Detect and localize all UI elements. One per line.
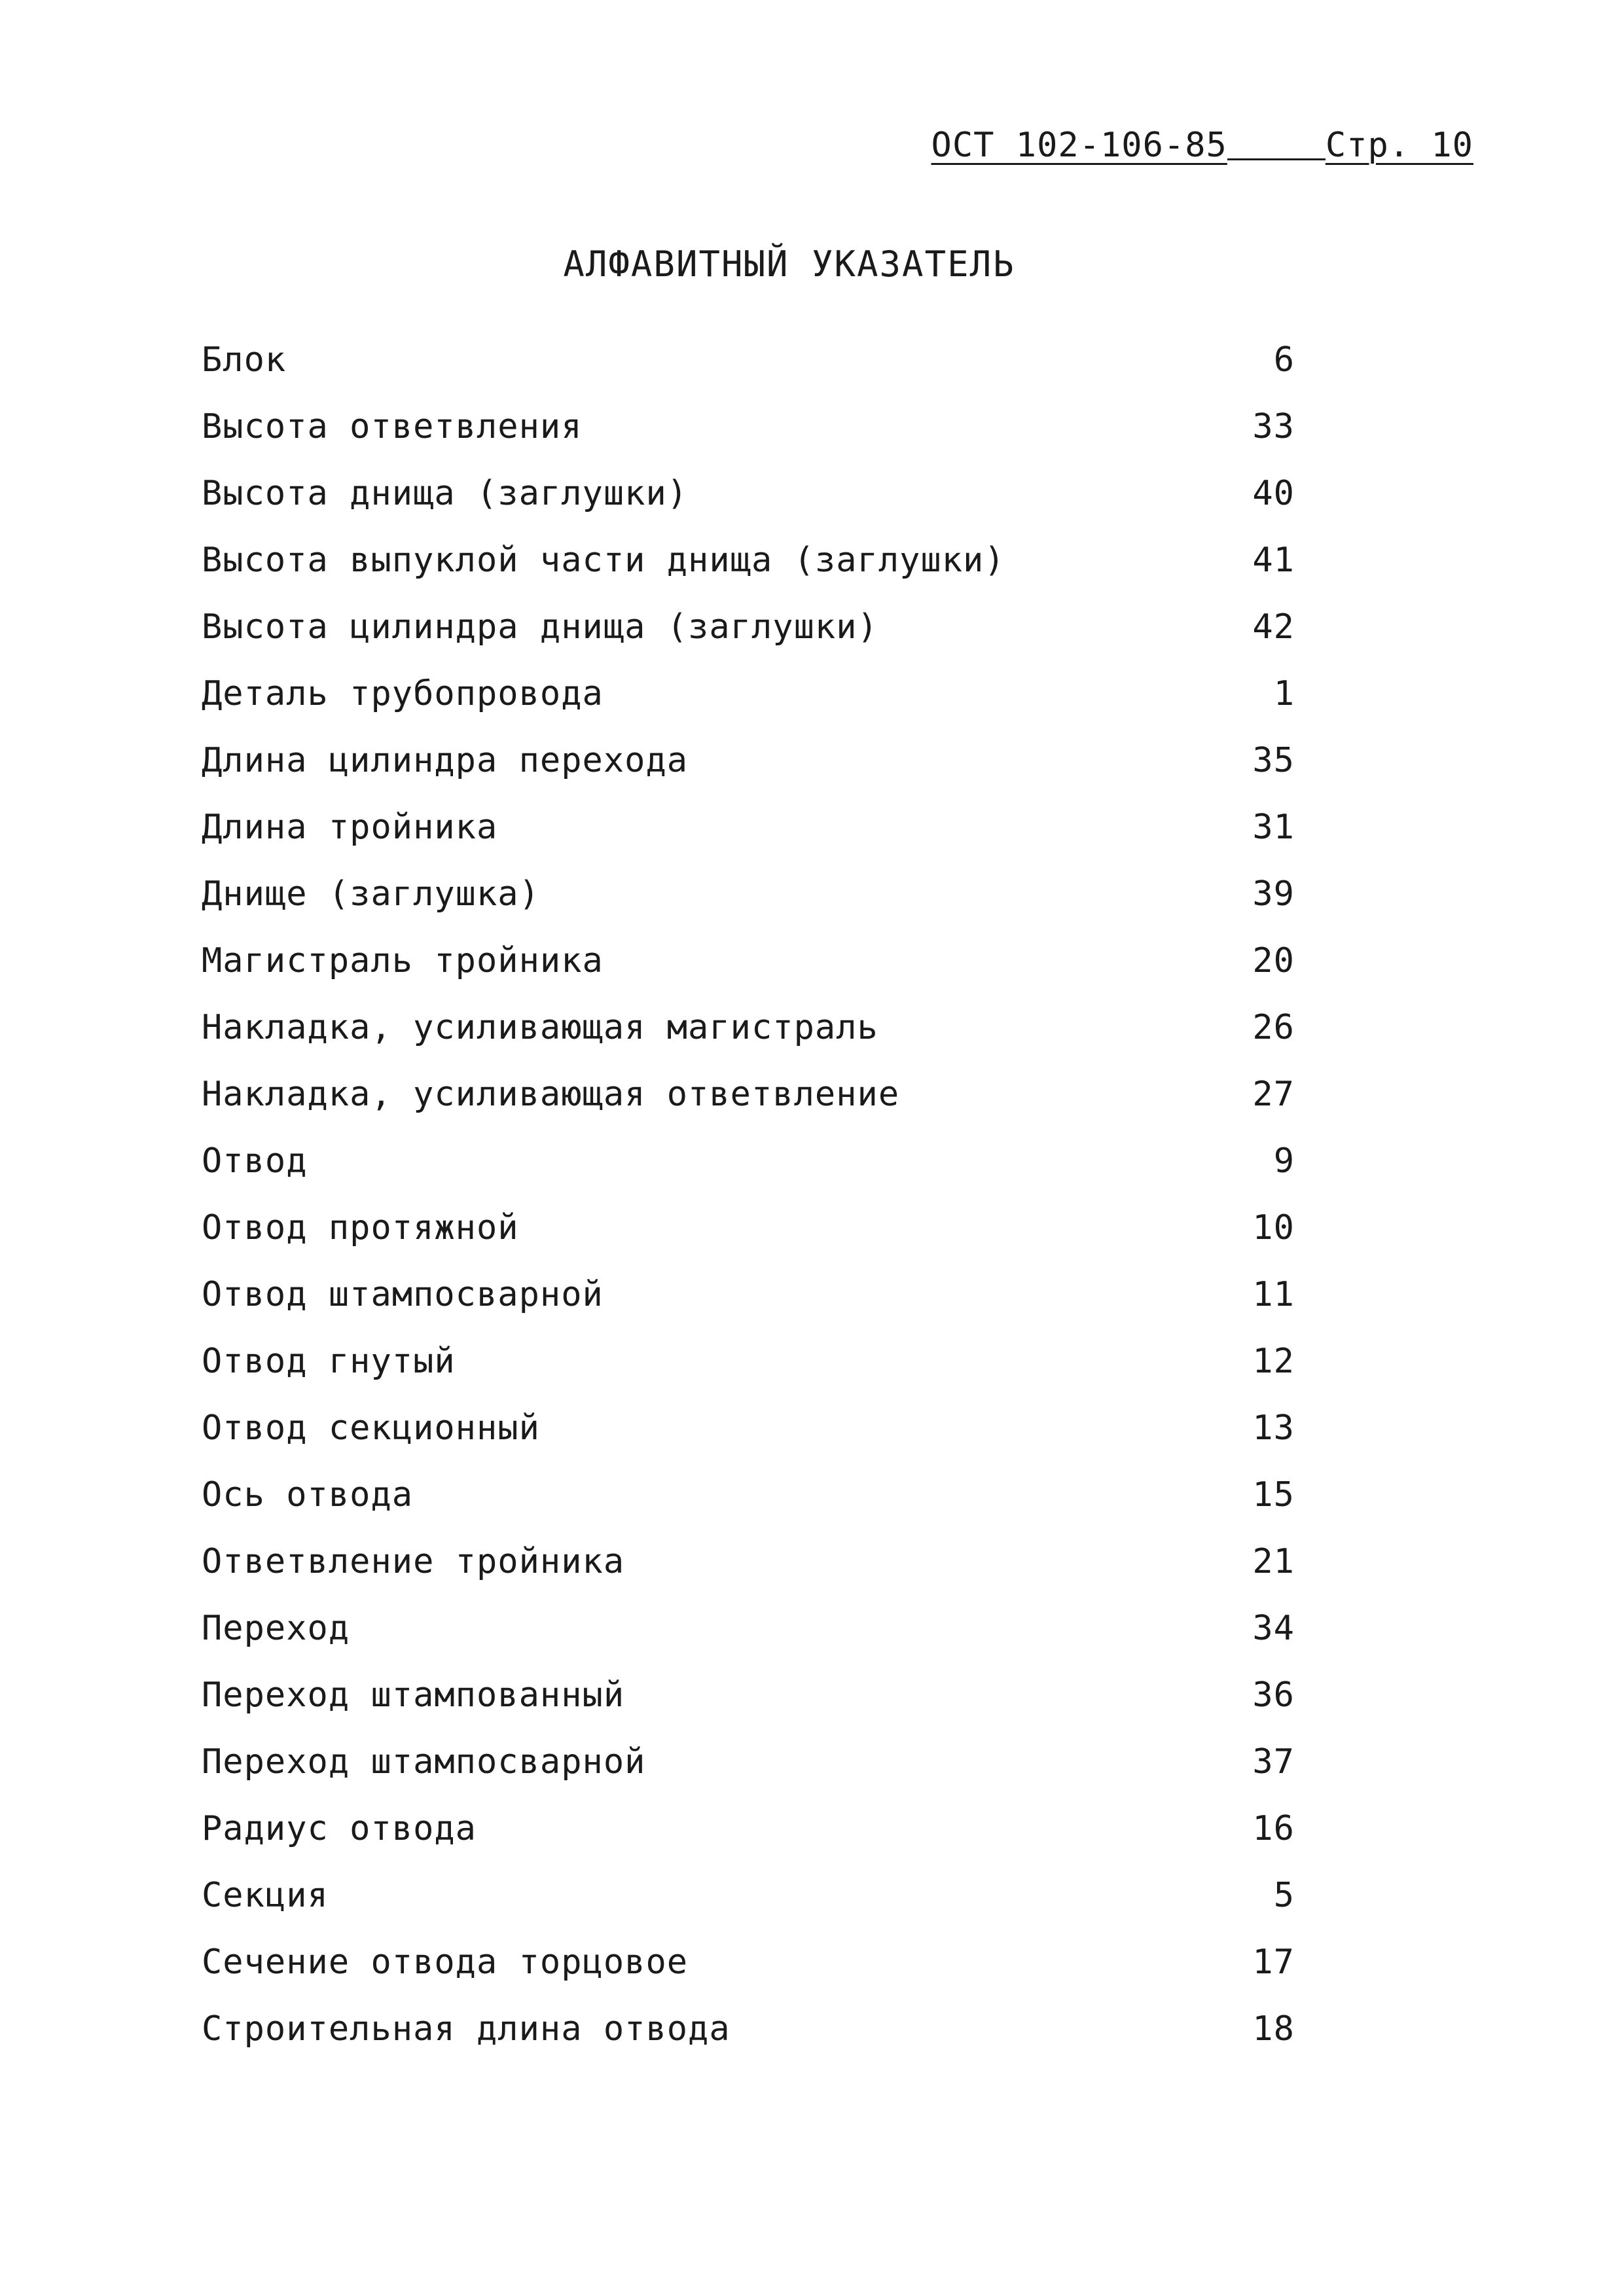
index-page-number: 36	[1252, 1676, 1295, 1715]
index-term: Высота цилиндра днища (заглушки)	[202, 607, 878, 647]
index-page-number: 15	[1252, 1475, 1295, 1515]
index-page-number: 34	[1252, 1609, 1295, 1648]
index-page-number: 10	[1252, 1208, 1295, 1247]
index-term: Переход штампосварной	[202, 1742, 646, 1782]
index-entry	[202, 474, 1295, 541]
index-term: Ответвление тройника	[202, 1542, 625, 1581]
index-page-number: 31	[1252, 808, 1295, 847]
index-page-number: 37	[1252, 1742, 1295, 1782]
index-page-number: 35	[1252, 741, 1295, 780]
index-page-number: 40	[1252, 474, 1295, 513]
page-number: Стр. 10	[1325, 126, 1473, 165]
alphabetical-index	[202, 340, 1295, 2076]
index-entry	[202, 874, 1295, 941]
index-term: Накладка, усиливающая магистраль	[202, 1008, 878, 1047]
index-page-number: 18	[1252, 2009, 1295, 2049]
index-page-number: 5	[1273, 1876, 1295, 1915]
page-header	[931, 126, 1473, 165]
index-entry	[202, 1275, 1295, 1342]
index-term: Отвод гнутый	[202, 1342, 456, 1381]
index-page-number: 17	[1252, 1943, 1295, 1982]
index-term: Блок	[202, 340, 287, 380]
index-term: Деталь трубопровода	[202, 674, 604, 713]
index-term: Высота днища (заглушки)	[202, 474, 689, 513]
index-term: Накладка, усиливающая ответвление	[202, 1075, 900, 1114]
index-entry	[202, 1742, 1295, 1809]
index-term: Отвод	[202, 1141, 308, 1181]
index-entry	[202, 808, 1295, 874]
index-page-number: 21	[1252, 1542, 1295, 1581]
index-term: Строительная длина отвода	[202, 2009, 731, 2049]
index-entry	[202, 741, 1295, 808]
index-entry	[202, 1676, 1295, 1742]
index-term: Длина тройника	[202, 808, 498, 847]
index-term: Сечение отвода торцовое	[202, 1943, 689, 1982]
index-term: Ось отвода	[202, 1475, 414, 1515]
index-term: Отвод протяжной	[202, 1208, 519, 1247]
index-entry	[202, 2009, 1295, 2076]
index-page-number: 13	[1252, 1408, 1295, 1448]
index-page-number: 20	[1252, 941, 1295, 980]
index-entry	[202, 340, 1295, 407]
index-term: Отвод секционный	[202, 1408, 540, 1448]
index-page-number: 33	[1252, 407, 1295, 446]
index-term: Длина цилиндра перехода	[202, 741, 689, 780]
index-term: Радиус отвода	[202, 1809, 477, 1848]
index-page-number: 12	[1252, 1342, 1295, 1381]
index-term: Магистраль тройника	[202, 941, 604, 980]
index-page-number: 1	[1273, 674, 1295, 713]
index-page-number: 9	[1273, 1141, 1295, 1181]
index-entry	[202, 674, 1295, 741]
index-page-number: 41	[1252, 541, 1295, 580]
index-entry	[202, 1008, 1295, 1075]
index-entry	[202, 1342, 1295, 1408]
page-title: АЛФАВИТНЫЙ УКАЗАТЕЛЬ	[563, 243, 1015, 285]
index-term: Отвод штампосварной	[202, 1275, 604, 1314]
index-entry	[202, 541, 1295, 607]
index-page-number: 42	[1252, 607, 1295, 647]
header-underline-gap	[1227, 126, 1326, 160]
index-page-number: 39	[1252, 874, 1295, 914]
index-entry	[202, 1141, 1295, 1208]
index-entry	[202, 1609, 1295, 1676]
index-entry	[202, 1542, 1295, 1609]
index-page-number: 6	[1273, 340, 1295, 380]
standard-number: ОСТ 102-106-85	[931, 126, 1227, 165]
index-term: Переход	[202, 1609, 350, 1648]
index-entry	[202, 1475, 1295, 1542]
index-term: Переход штампованный	[202, 1676, 625, 1715]
index-entry	[202, 1208, 1295, 1275]
index-page-number: 27	[1252, 1075, 1295, 1114]
index-entry	[202, 1408, 1295, 1475]
index-entry	[202, 1075, 1295, 1141]
index-entry	[202, 941, 1295, 1008]
index-page-number: 11	[1252, 1275, 1295, 1314]
index-page-number: 16	[1252, 1809, 1295, 1848]
index-term: Секция	[202, 1876, 329, 1915]
index-entry	[202, 607, 1295, 674]
index-entry	[202, 1943, 1295, 2009]
index-term: Высота выпуклой части днища (заглушки)	[202, 541, 1005, 580]
index-entry	[202, 407, 1295, 474]
index-term: Днище (заглушка)	[202, 874, 540, 914]
index-term: Высота ответвления	[202, 407, 583, 446]
index-page-number: 26	[1252, 1008, 1295, 1047]
index-entry	[202, 1809, 1295, 1876]
index-entry	[202, 1876, 1295, 1943]
